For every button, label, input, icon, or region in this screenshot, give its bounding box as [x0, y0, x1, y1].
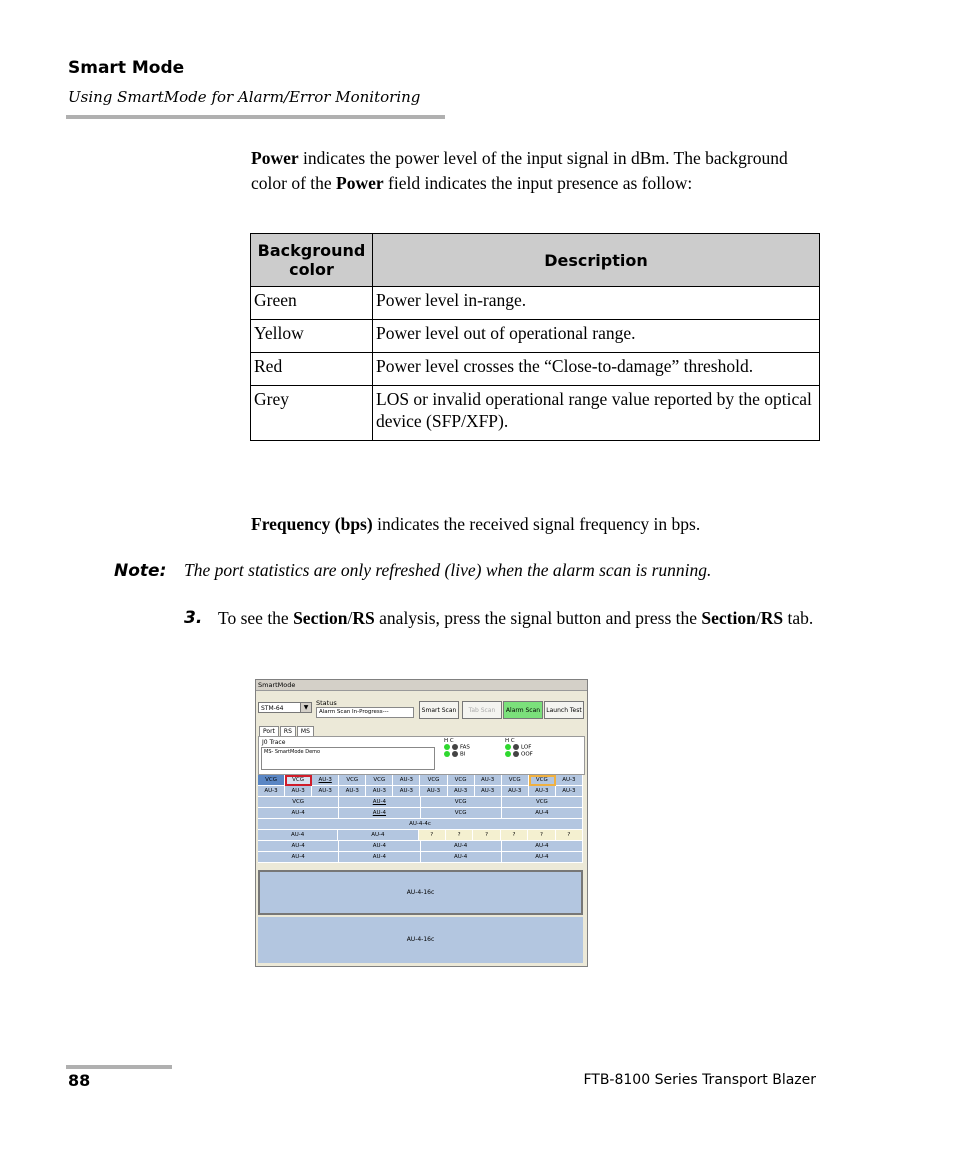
grid-cell: AU-3 [448, 786, 475, 797]
table-cell: Yellow [251, 320, 373, 353]
note-label: Note: [114, 561, 167, 581]
background-color-table [250, 233, 820, 441]
grid-cell: AU-4 [502, 808, 583, 819]
grid-cell: VCG [448, 775, 475, 786]
grid-cell: VCG [258, 775, 285, 786]
grid-cell: AU-3 [312, 775, 339, 786]
frequency-paragraph [251, 512, 821, 537]
table-header-background: Background color [251, 234, 373, 287]
running-header-title: Smart Mode [68, 58, 185, 78]
grid-cell: VCG [502, 797, 583, 808]
grid-cell: AU-3 [475, 786, 502, 797]
grid-cell: AU-4 [421, 852, 502, 863]
chevron-down-icon: ▼ [300, 703, 311, 712]
grid-cell: AU-3 [393, 775, 420, 786]
launch-test-button: Launch Test [544, 701, 584, 719]
led-group-right: H C LOF OOF [505, 738, 533, 757]
grid-row [258, 775, 583, 786]
note-text: The port statistics are only refreshed (live) when the alarm scan is running. [184, 560, 712, 580]
table-cell: Power level out of operational range. [373, 320, 820, 353]
grid-cell: ? [473, 830, 500, 841]
au4-16c-block-2: AU-4-16c [258, 917, 583, 963]
smartmode-screenshot [255, 679, 588, 967]
grid-cell: ? [556, 830, 583, 841]
grid-cell: AU-4 [339, 797, 420, 808]
container-grid [258, 775, 583, 863]
screenshot-tabs [259, 726, 315, 736]
grid-row [258, 786, 583, 797]
status-value: Alarm Scan In-Progress--- [316, 707, 414, 718]
grid-row [258, 830, 583, 841]
grid-cell: AU-3 [339, 786, 366, 797]
grid-cell: AU-4 [258, 830, 338, 841]
table-row [251, 386, 820, 441]
grid-cell: AU-3 [529, 786, 556, 797]
frequency-text: indicates the received signal frequency in bps. [372, 514, 701, 534]
grid-cell: VCG [339, 775, 366, 786]
table-cell: Power level in-range. [373, 287, 820, 320]
grid-cell: VCG [258, 797, 339, 808]
grid-cell: AU-3 [285, 786, 312, 797]
grid-cell: AU-3 [475, 775, 502, 786]
tab-ms: MS [297, 726, 314, 737]
grid-cell: AU-4-4c [258, 819, 583, 830]
grid-cell: ? [501, 830, 528, 841]
table-row [251, 353, 820, 386]
grid-cell: VCG [421, 797, 502, 808]
grid-row [258, 808, 583, 819]
rs-panel [258, 736, 585, 775]
grid-cell: AU-3 [502, 786, 529, 797]
grid-cell: VCG [529, 775, 556, 786]
grid-cell: AU-4 [502, 852, 583, 863]
alarm-scan-button: Alarm Scan [503, 701, 543, 719]
intro-paragraph [251, 146, 821, 196]
status-label: Status [316, 699, 337, 707]
grid-cell: ? [528, 830, 555, 841]
power-term: Power [251, 148, 299, 168]
grid-cell: AU-4 [258, 808, 339, 819]
led-icon [452, 744, 458, 750]
trace-label: J0 Trace [262, 739, 286, 746]
grid-cell: ? [446, 830, 473, 841]
grid-cell: AU-4 [338, 830, 418, 841]
grid-cell: AU-4 [258, 841, 339, 852]
table-cell: Red [251, 353, 373, 386]
grid-cell: AU-3 [556, 775, 583, 786]
grid-cell: VCG [285, 775, 312, 786]
grid-cell: AU-4 [421, 841, 502, 852]
grid-cell: VCG [366, 775, 393, 786]
grid-cell: AU-4 [339, 841, 420, 852]
table-row [251, 287, 820, 320]
screenshot-title-bar: SmartMode [256, 680, 587, 691]
led-icon [505, 751, 511, 757]
grid-cell: AU-4 [339, 852, 420, 863]
smart-scan-button: Smart Scan [419, 701, 459, 719]
led-icon [513, 744, 519, 750]
running-header-subtitle: Using SmartMode for Alarm/Error Monitoring [68, 88, 421, 106]
grid-cell: AU-3 [312, 786, 339, 797]
grid-row [258, 841, 583, 852]
tab-scan-button: Tab Scan [462, 701, 502, 719]
au4-16c-block: AU-4-16c [258, 870, 583, 915]
intro-text-1: indicates the power level of the input signal in dBm. The background color of the [251, 148, 788, 193]
led-icon [444, 744, 450, 750]
footer-product: FTB-8100 Series Transport Blazer [583, 1072, 816, 1088]
led-group-left: H C FAS BI [444, 738, 470, 757]
grid-cell: AU-3 [366, 786, 393, 797]
led-icon [513, 751, 519, 757]
tab-rs: RS [280, 726, 296, 737]
led-icon [452, 751, 458, 757]
header-rule [66, 115, 445, 119]
grid-cell: AU-3 [258, 786, 285, 797]
signal-select: STM-64 ▼ [258, 702, 312, 713]
tab-port: Port [259, 726, 279, 737]
table-cell: LOS or invalid operational range value reported by the optical device (SFP/XFP). [373, 386, 820, 441]
status-group [316, 699, 414, 720]
grid-cell: VCG [420, 775, 447, 786]
grid-cell: AU-4 [339, 808, 420, 819]
grid-cell: AU-4 [258, 852, 339, 863]
led-icon [444, 751, 450, 757]
page-number: 88 [68, 1071, 91, 1090]
grid-cell: ? [419, 830, 446, 841]
table-cell: Power level crosses the “Close-to-damage” threshold. [373, 353, 820, 386]
grid-cell: AU-3 [420, 786, 447, 797]
grid-cell: VCG [502, 775, 529, 786]
table-header-description: Description [373, 234, 820, 287]
grid-cell: AU-3 [393, 786, 420, 797]
intro-text-2: field indicates the input presence as follow: [383, 173, 693, 193]
grid-row [258, 852, 583, 863]
grid-row [258, 797, 583, 808]
power-term-2: Power [336, 173, 384, 193]
grid-cell: AU-4 [502, 841, 583, 852]
step-number: 3. [184, 608, 203, 628]
table-cell: Green [251, 287, 373, 320]
grid-row [258, 819, 583, 830]
led-icon [505, 744, 511, 750]
footer-rule [66, 1065, 172, 1069]
table-row [251, 320, 820, 353]
step-text: To see the Section/RS analysis, press the signal button and press the Section/RS tab. [218, 608, 814, 628]
trace-value: MS- SmartMode Demo [261, 747, 435, 770]
grid-cell: VCG [421, 808, 502, 819]
grid-cell: AU-3 [556, 786, 583, 797]
table-cell: Grey [251, 386, 373, 441]
frequency-term: Frequency (bps) [251, 514, 373, 534]
